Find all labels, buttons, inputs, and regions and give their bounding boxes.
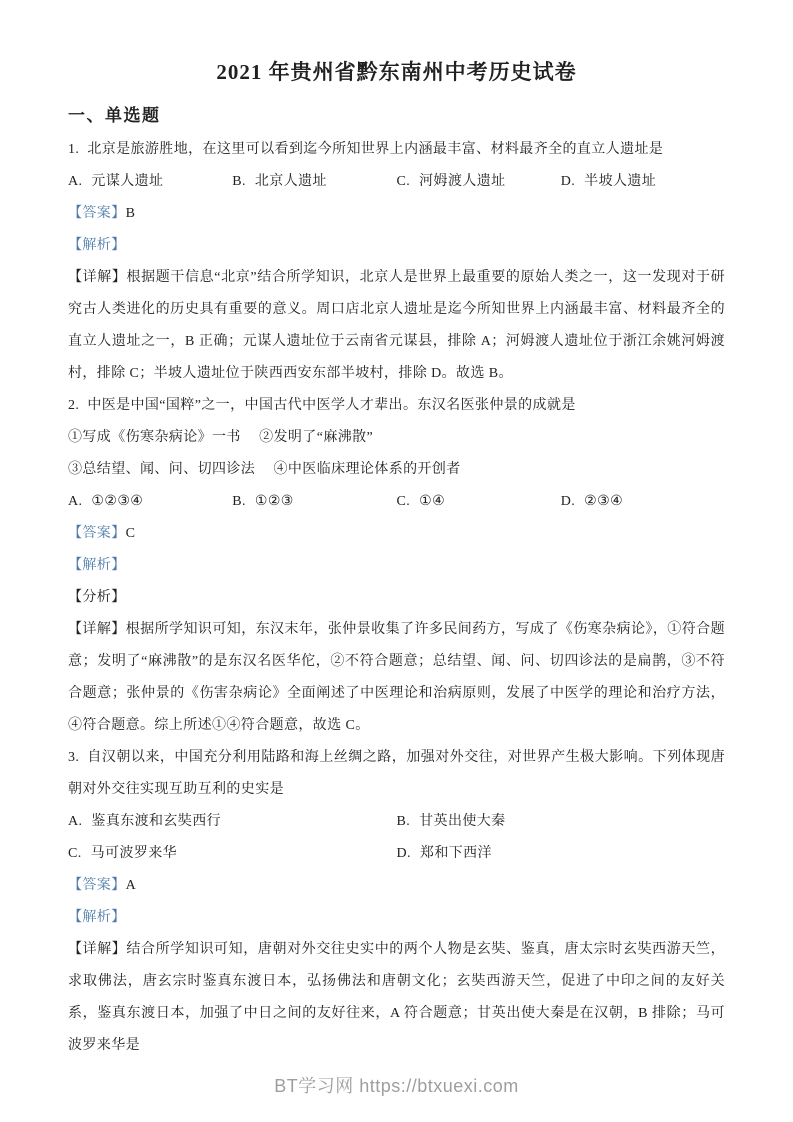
- option-key: B.: [396, 814, 411, 829]
- detail-text: 根据题干信息“北京”结合所学知识，北京人是世界上最重要的原始人类之一，这一发现对于研究古人类进化的历史具有重要的意义。周口店北京人遗址是迄今所知世界上内涵最丰富、材料最齐全的直立人遗址之一，B 正确；元谋人遗址位于云南省元谋县，排除 A；河姆渡人遗址位于浙江余姚河姆渡村，排除 C；半坡人遗址位于陕西西安东部半坡村，排除 D。故选 B。: [68, 270, 725, 381]
- option-text: 北京人遗址: [254, 174, 327, 189]
- answer-label: 【答案】: [68, 878, 126, 893]
- section-heading: 一、单选题: [68, 106, 161, 125]
- detail-paragraph: [68, 262, 725, 390]
- detail-label: 【详解】: [68, 270, 127, 285]
- options-row: [68, 806, 725, 838]
- page-title: 2021 年贵州省黔东南州中考历史试卷: [216, 60, 577, 84]
- option-c: [397, 486, 561, 518]
- question-stem-text: 自汉朝以来，中国充分利用陆路和海上丝绸之路，加强对外交往，对世界产生极大影响。下列体现唐朝对外交往实现互助互利的史实是: [68, 750, 725, 797]
- answer-label: 【答案】: [68, 526, 126, 541]
- option-key: D.: [560, 494, 576, 509]
- option-c: [397, 166, 561, 198]
- option-key: C.: [396, 174, 411, 189]
- answer-line: [68, 870, 725, 902]
- options-row: [68, 838, 725, 870]
- option-key: A.: [68, 494, 83, 509]
- question-number: 3.: [68, 750, 80, 765]
- option-text: ①④: [419, 494, 446, 509]
- answer-line: [68, 518, 725, 550]
- question-2: [68, 390, 725, 742]
- option-key: B.: [232, 494, 246, 509]
- stem-sub-line-1: ①写成《伤寒杂病论》一书 ②发明了“麻沸散”: [68, 430, 374, 445]
- answer-line: [68, 198, 725, 230]
- analysis-label: 【解析】: [68, 238, 126, 253]
- question-stem: [68, 134, 725, 166]
- option-text: 马可波罗来华: [90, 846, 178, 861]
- question-number: 1.: [68, 142, 80, 157]
- option-b: [232, 166, 396, 198]
- question-stem-text: 中医是中国“国粹”之一，中国古代中医学人才辈出。东汉名医张仲景的成就是: [87, 398, 576, 413]
- detail-paragraph: [68, 614, 725, 742]
- detail-label: 【详解】: [68, 942, 127, 957]
- question-1: [68, 134, 725, 390]
- option-d: [561, 486, 725, 518]
- option-key: D.: [560, 174, 576, 189]
- answer-value: C: [125, 526, 136, 541]
- option-key: C.: [396, 494, 411, 509]
- option-text: 半坡人遗址: [584, 174, 657, 189]
- option-text: 甘英出使大秦: [419, 814, 506, 829]
- answer-label: 【答案】: [68, 206, 126, 221]
- option-d: [561, 166, 725, 198]
- option-key: A.: [68, 174, 83, 189]
- question-number: 2.: [68, 398, 80, 413]
- analysis-label: 【解析】: [68, 558, 126, 573]
- option-text: 河姆渡人遗址: [419, 174, 506, 189]
- option-text: 郑和下西洋: [419, 846, 492, 861]
- option-text: 元谋人遗址: [91, 174, 164, 189]
- question-stem-text: 北京是旅游胜地，在这里可以看到迄今所知世界上内涵最丰富、材料最齐全的直立人遗址是: [87, 142, 664, 157]
- option-key: C.: [68, 846, 82, 861]
- detail-label: 【详解】: [68, 622, 126, 637]
- option-d: [397, 838, 726, 870]
- option-key: B.: [232, 174, 246, 189]
- option-key: A.: [68, 814, 83, 829]
- options-row: [68, 486, 725, 518]
- question-stem: [68, 742, 725, 806]
- option-text: 鉴真东渡和玄奘西行: [91, 814, 222, 829]
- option-text: ①②③: [254, 494, 294, 509]
- detail-text: 根据所学知识可知，东汉末年，张仲景收集了许多民间药方，写成了《伤寒杂病论》，①符合题意；发明了“麻沸散”的是东汉名医华佗，②不符合题意；总结望、闻、问、切四诊法的是扁鹊，③不符合题意；张仲景的《伤害杂病论》全面阐述了中医理论和治病原则，发展了中医学的理论和治疗方法，④符合题意。综上所述①④符合题意，故选 C。: [68, 622, 725, 733]
- option-a: [68, 806, 397, 838]
- question-3: [68, 742, 725, 1062]
- option-b: [232, 486, 396, 518]
- detail-text: 结合所学知识可知，唐朝对外交往史实中的两个人物是玄奘、鉴真，唐太宗时玄奘西游天竺，求取佛法，唐玄宗时鉴真东渡日本，弘扬佛法和唐朝文化；玄奘西游天竺，促进了中印之间的友好关系，鉴真东渡日本，加强了中日之间的友好往来，A 符合题意；甘英出使大秦是在汉朝，B 排除；马可波罗来华是: [68, 942, 725, 1053]
- stem-sub-line-2: ③总结望、闻、问、切四诊法 ④中医临床理论体系的开创者: [68, 462, 461, 477]
- watermark-footer: BT学习网 https://btxuexi.com: [274, 1076, 519, 1096]
- option-text: ②③④: [584, 494, 624, 509]
- analysis-label: 【解析】: [68, 910, 126, 925]
- fenxi-label: 【分析】: [68, 590, 126, 605]
- answer-value: B: [125, 206, 136, 221]
- option-b: [397, 806, 726, 838]
- option-key: D.: [396, 846, 411, 861]
- option-text: ①②③④: [91, 494, 144, 509]
- option-c: [68, 838, 397, 870]
- answer-value: A: [125, 878, 137, 893]
- detail-paragraph: [68, 934, 725, 1062]
- option-a: [68, 166, 232, 198]
- option-a: [68, 486, 232, 518]
- question-stem: [68, 390, 725, 422]
- options-row: [68, 166, 725, 198]
